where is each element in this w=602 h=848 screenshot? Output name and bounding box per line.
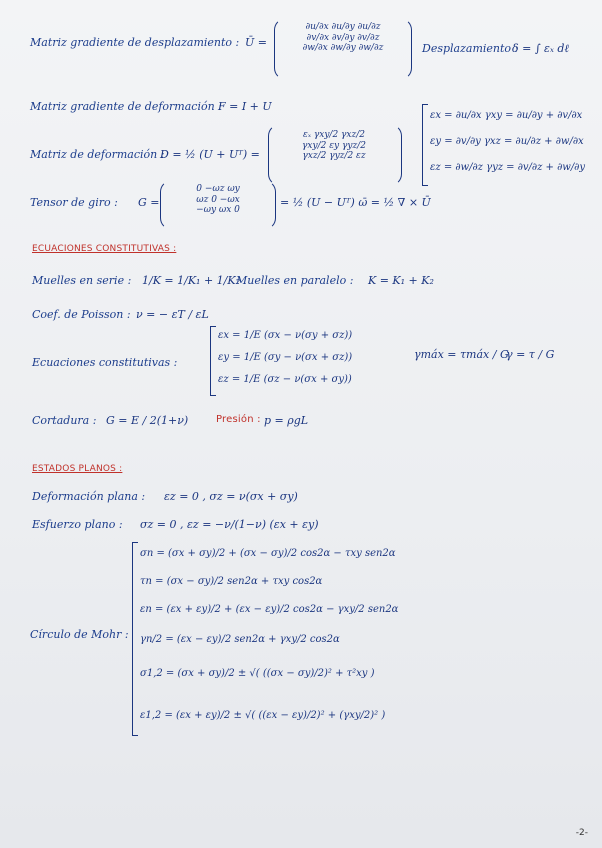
mohr-line-2: τn = (σx − σy)/2 sen2α + τxy cos2α: [140, 576, 323, 587]
giro-matrix: [166, 184, 270, 216]
matrix-row: γxz/2 γyz/2 εz: [302, 151, 366, 162]
muelles-paralelo-eq: K = K₁ + K₂: [368, 274, 434, 287]
giro-label: Tensor de giro :: [30, 196, 118, 209]
ec-line-3: εz = 1/E (σz − ν(σx + σy)): [218, 374, 352, 385]
matrix-row: ωz 0 −ωx: [196, 194, 240, 205]
def-plana-label: Deformación plana :: [32, 490, 146, 503]
desplazamiento-eq: δ = ∫ εₓ dℓ: [512, 42, 569, 55]
muelles-serie-label: Muelles en serie :: [32, 274, 132, 287]
mohr-line-1: σn = (σx + σy)/2 + (σx − σy)/2 cos2α − τxy sen2α: [140, 548, 396, 559]
poisson-label: Coef. de Poisson :: [32, 308, 131, 321]
esf-plano-eq: σz = 0 , εz = −ν/(1−ν) (εx + εy): [140, 518, 319, 531]
mat-def-matrix: [274, 130, 394, 162]
matrix-row: ∂w/∂x ∂w/∂y ∂w/∂z: [302, 43, 384, 54]
mat-def-label: Matriz de deformación :: [30, 148, 165, 161]
giro-rhs: = ½ (U − Uᵀ) ω̄ = ½ ∇ × Ū: [280, 196, 431, 209]
presion-label: Presión :: [216, 414, 261, 425]
ec-line-1: εx = 1/E (σx − ν(σy + σz)): [218, 330, 353, 341]
grad-def-label: Matriz gradiente de deformación :: [30, 100, 222, 113]
mohr-line-3: εn = (εx + εy)/2 + (εx − εy)/2 cos2α − γxy/2 sen2α: [140, 604, 399, 615]
grad-desp-matrix: [282, 22, 404, 54]
ec-line-2: εy = 1/E (σy − ν(σx + σz)): [218, 352, 353, 363]
page-number: -2-: [575, 828, 588, 838]
matrix-row: ∂u/∂x ∂u/∂y ∂u/∂z: [305, 22, 381, 32]
gamma-eq: γ = τ / G: [506, 348, 555, 361]
strain-line-3: εz = ∂w/∂z γyz = ∂v/∂z + ∂w/∂y: [430, 162, 586, 173]
giro-eq: G =: [138, 196, 160, 209]
desplazamiento-label: Desplazamiento :: [422, 42, 519, 55]
ec-constitutivas-label: Ecuaciones constitutivas :: [32, 356, 178, 369]
cortadura-label: Cortadura :: [32, 414, 97, 427]
grad-def-eq: F = I + U: [218, 100, 272, 113]
matrix-row: 0 −ωz ωy: [196, 184, 240, 194]
muelles-serie-eq: 1/K = 1/K₁ + 1/K₂: [142, 274, 241, 287]
muelles-paralelo-label: Muelles en paralelo :: [236, 274, 354, 287]
matrix-row: ∂v/∂x ∂v/∂y ∂v/∂z: [306, 32, 380, 43]
esf-plano-label: Esfuerzo plano :: [32, 518, 123, 531]
mohr-label: Círculo de Mohr :: [30, 628, 129, 641]
poisson-eq: ν = − εT / εL: [136, 308, 209, 321]
mohr-bracket: [132, 542, 138, 736]
cortadura-eq: G = E / 2(1+ν): [106, 414, 189, 427]
ec-bracket: [210, 326, 216, 396]
mohr-line-6: ε1,2 = (εx + εy)/2 ± √( ((εx − εy)/2)² + (γxy/2)² ): [140, 710, 386, 721]
matrix-row: εₓ γxy/2 γxz/2: [303, 130, 365, 140]
grad-desp-sym: Ū =: [245, 36, 267, 49]
matrix-row: γxy/2 εy γyz/2: [302, 140, 366, 151]
strains-bracket: [422, 104, 428, 186]
mohr-line-5: σ1,2 = (σx + σy)/2 ± √( ((σx − σy)/2)² + τ²xy ): [140, 668, 375, 679]
grad-desp-label: Matriz gradiente de desplazamiento :: [30, 36, 240, 49]
gamma-max-eq: γmáx = τmáx / G: [414, 348, 509, 361]
def-plana-eq: εz = 0 , σz = ν(σx + σy): [164, 490, 298, 503]
strain-line-1: εx = ∂u/∂x γxy = ∂u/∂y + ∂v/∂x: [430, 110, 583, 121]
matrix-row: −ωy ωx 0: [196, 205, 240, 216]
planos-heading: ESTADOS PLANOS :: [32, 464, 123, 474]
constitutivas-heading: ECUACIONES CONSTITUTIVAS :: [32, 244, 177, 254]
presion-eq: p = ρgL: [264, 414, 309, 427]
mohr-line-4: γn/2 = (εx − εy)/2 sen2α + γxy/2 cos2α: [140, 634, 340, 645]
strain-line-2: εy = ∂v/∂y γxz = ∂u/∂z + ∂w/∂x: [430, 136, 584, 147]
mat-def-eq: D = ½ (U + Uᵀ) =: [160, 148, 260, 161]
